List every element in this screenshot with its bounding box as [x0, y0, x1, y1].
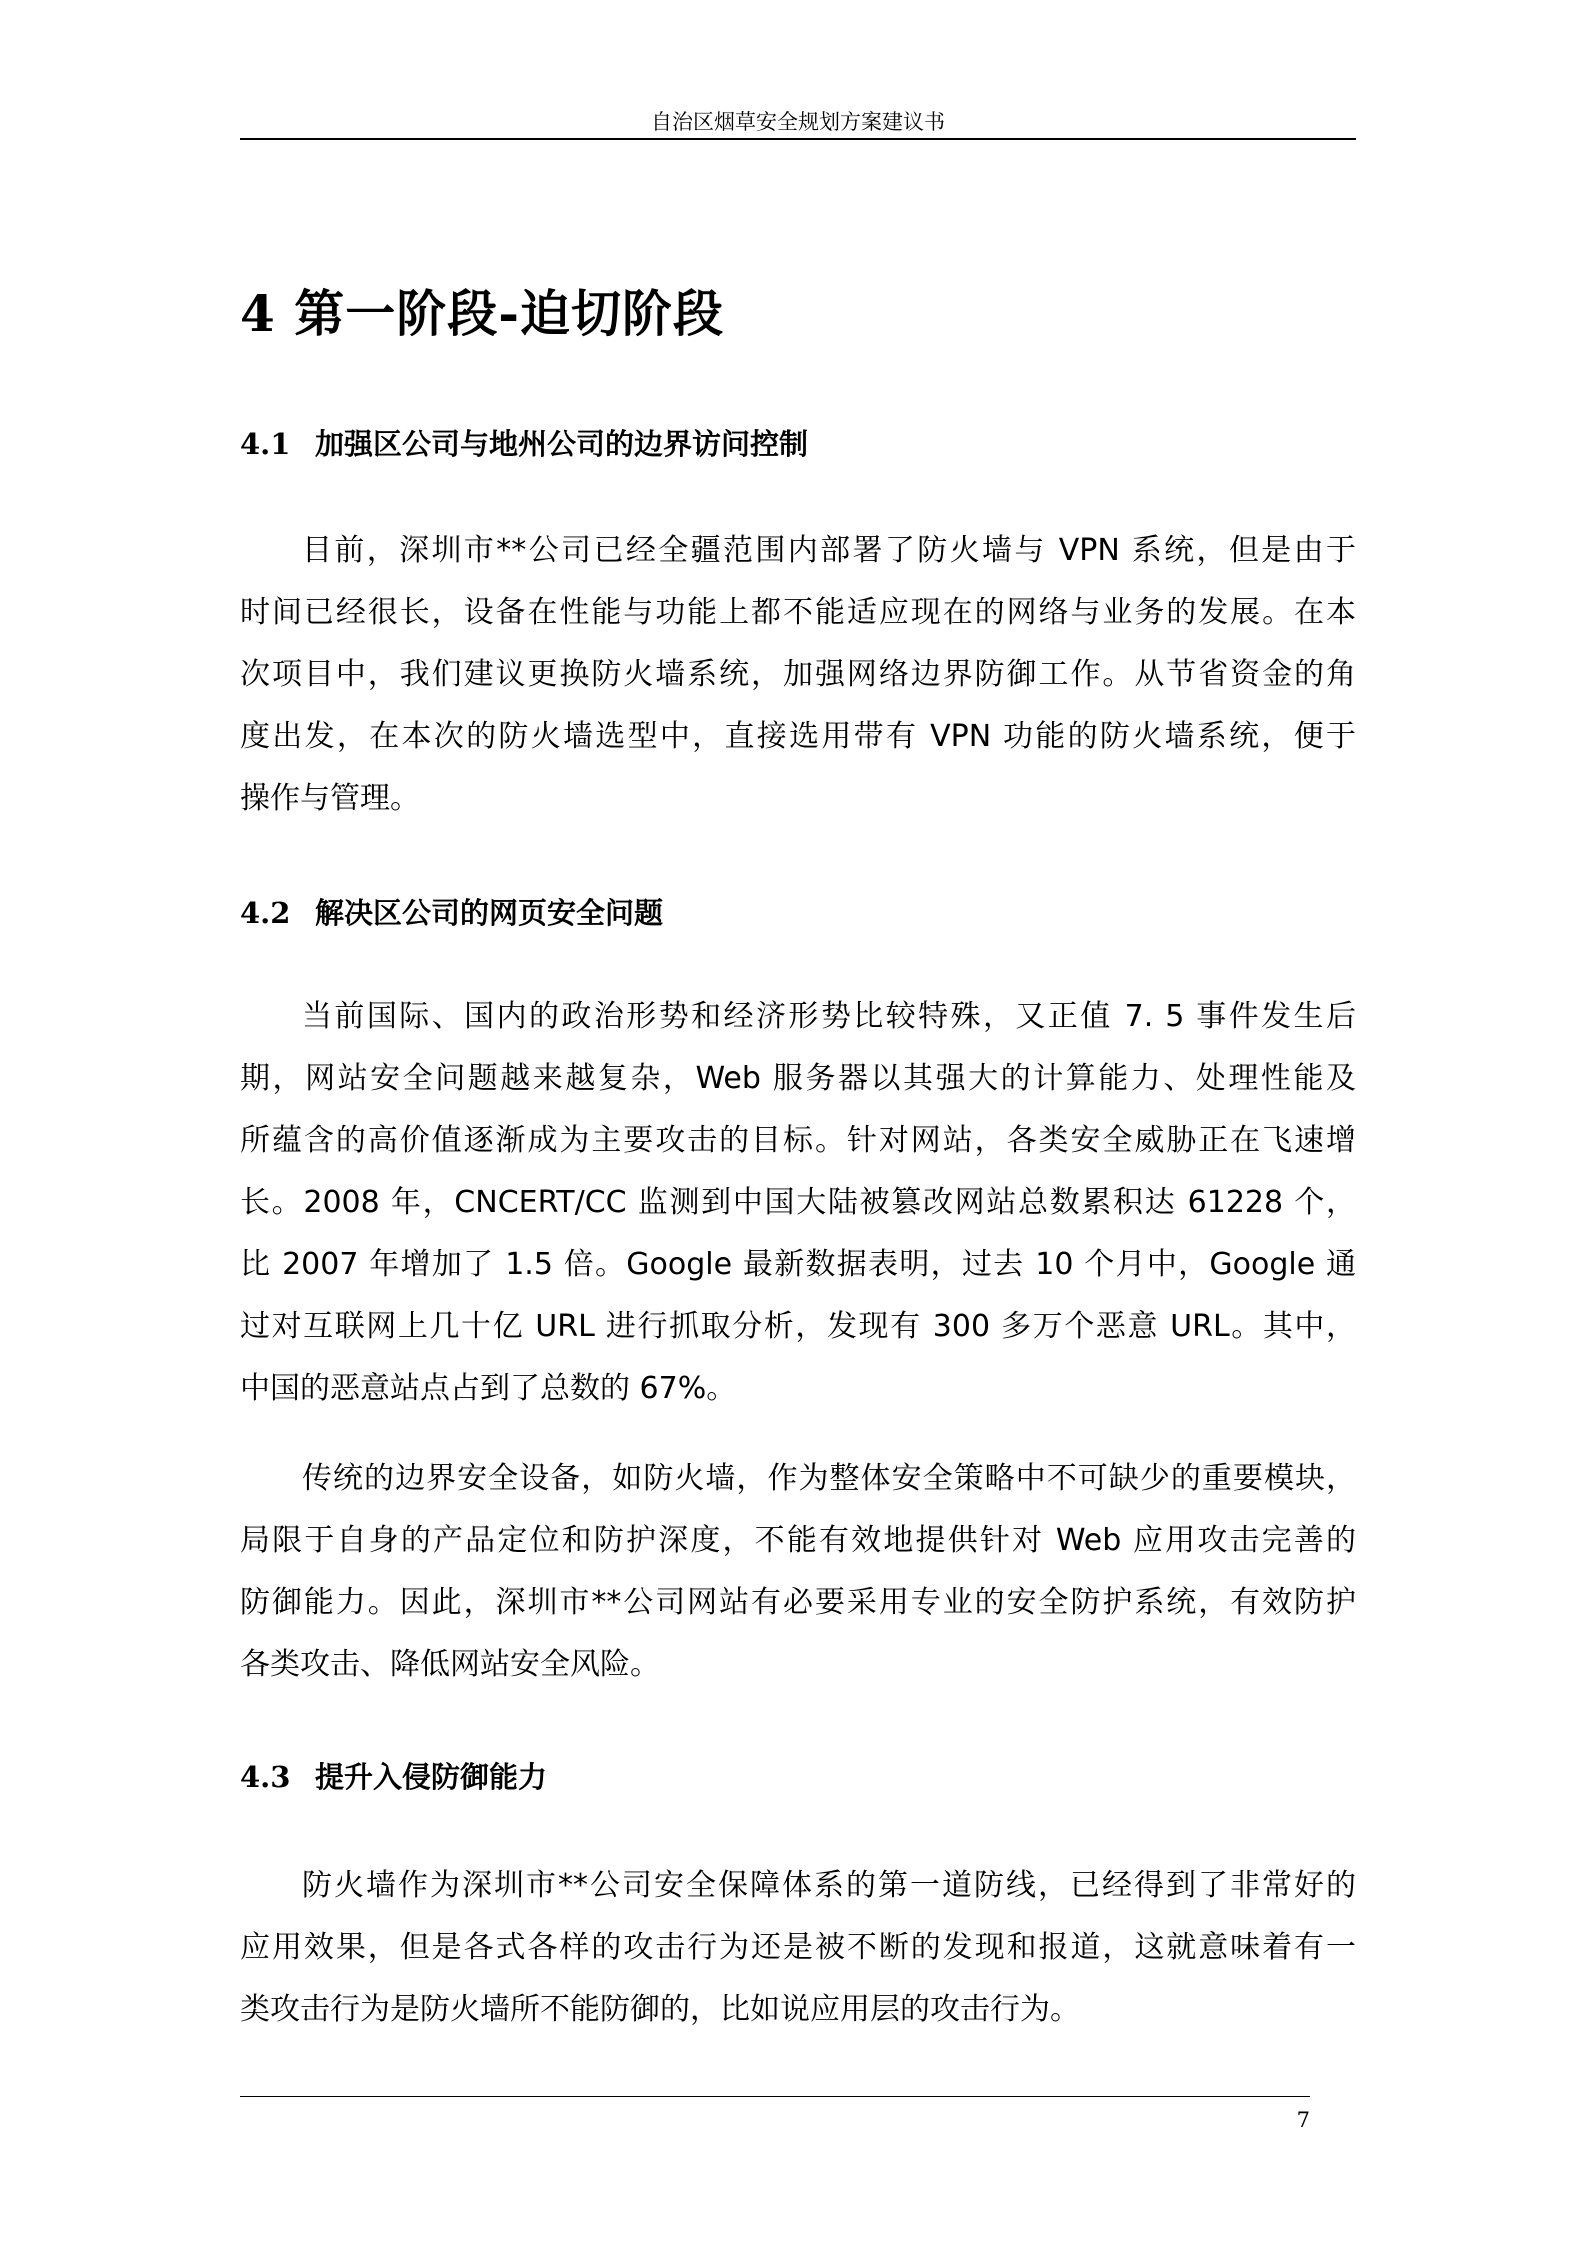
paragraph: [240, 1855, 1356, 2041]
text-line: 期，网站安全问题越来越复杂，Web 服务器以其强大的计算能力、处理性能及: [240, 1061, 1356, 1096]
section-number: 4.2: [240, 896, 291, 930]
text-line: 中国的恶意站点占到了总数的 67%。: [240, 1371, 737, 1406]
header-divider: [240, 138, 1356, 140]
text-line: 次项目中，我们建议更换防火墙系统，加强网络边界防御工作。从节省资金的角: [240, 657, 1356, 692]
section-title: 加强区公司与地州公司的边界访问控制: [315, 427, 809, 461]
text-line: 时间已经很长，设备在性能与功能上都不能适应现在的网络与业务的发展。在本: [240, 595, 1356, 630]
text-line: 当前国际、国内的政治形势和经济形势比较特殊，又正值 7. 5 事件发生后: [302, 999, 1356, 1034]
paragraph: [240, 1448, 1356, 1696]
section-number: 4.3: [240, 1760, 291, 1794]
text-line: 传统的边界安全设备，如防火墙，作为整体安全策略中不可缺少的重要模块，: [302, 1461, 1356, 1496]
text-line: 目前，深圳市**公司已经全疆范围内部署了防火墙与 VPN 系统，但是由于: [302, 533, 1356, 568]
text-line: 度出发，在本次的防火墙选型中，直接选用带有 VPN 功能的防火墙系统，便于: [240, 719, 1356, 754]
section-title: 提升入侵防御能力: [315, 1760, 548, 1794]
section-title: 解决区公司的网页安全问题: [315, 896, 664, 930]
footer-divider: [240, 2096, 1310, 2097]
text-line: 各类攻击、降低网站安全风险。: [240, 1647, 660, 1682]
text-line: 应用效果，但是各式各样的攻击行为还是被不断的发现和报道，这就意味着有一: [240, 1930, 1356, 1965]
text-line: 所蕴含的高价值逐渐成为主要攻击的目标。针对网站，各类安全威胁正在飞速增: [240, 1123, 1356, 1158]
text-line: 长。2008 年，CNCERT/CC 监测到中国大陆被篡改网站总数累积达 61228 个，: [240, 1185, 1356, 1220]
paragraph: [240, 986, 1356, 1420]
text-line: 比 2007 年增加了 1.5 倍。Google 最新数据表明，过去 10 个月中，Google 通: [240, 1247, 1356, 1282]
text-line: 类攻击行为是防火墙所不能防御的，比如说应用层的攻击行为。: [240, 1992, 1080, 2027]
section-heading-4-1: [240, 422, 808, 463]
text-line: 防火墙作为深圳市**公司安全保障体系的第一道防线，已经得到了非常好的: [302, 1868, 1356, 1903]
text-line: 过对互联网上几十亿 URL 进行抓取分析，发现有 300 多万个恶意 URL。其中，: [240, 1309, 1356, 1344]
page-header: 自治区烟草安全规划方案建议书: [651, 110, 945, 134]
text-line: 操作与管理。: [240, 781, 420, 816]
section-heading-4-2: [240, 891, 663, 932]
page-number: 7: [1296, 2108, 1310, 2132]
paragraph: [240, 520, 1356, 830]
section-number: 4.1: [240, 427, 291, 461]
text-line: 局限于自身的产品定位和防护深度，不能有效地提供针对 Web 应用攻击完善的: [240, 1523, 1356, 1558]
chapter-title: 4 第一阶段-迫切阶段: [240, 284, 724, 343]
section-heading-4-3: [240, 1755, 547, 1796]
text-line: 防御能力。因此，深圳市**公司网站有必要采用专业的安全防护系统，有效防护: [240, 1585, 1356, 1620]
